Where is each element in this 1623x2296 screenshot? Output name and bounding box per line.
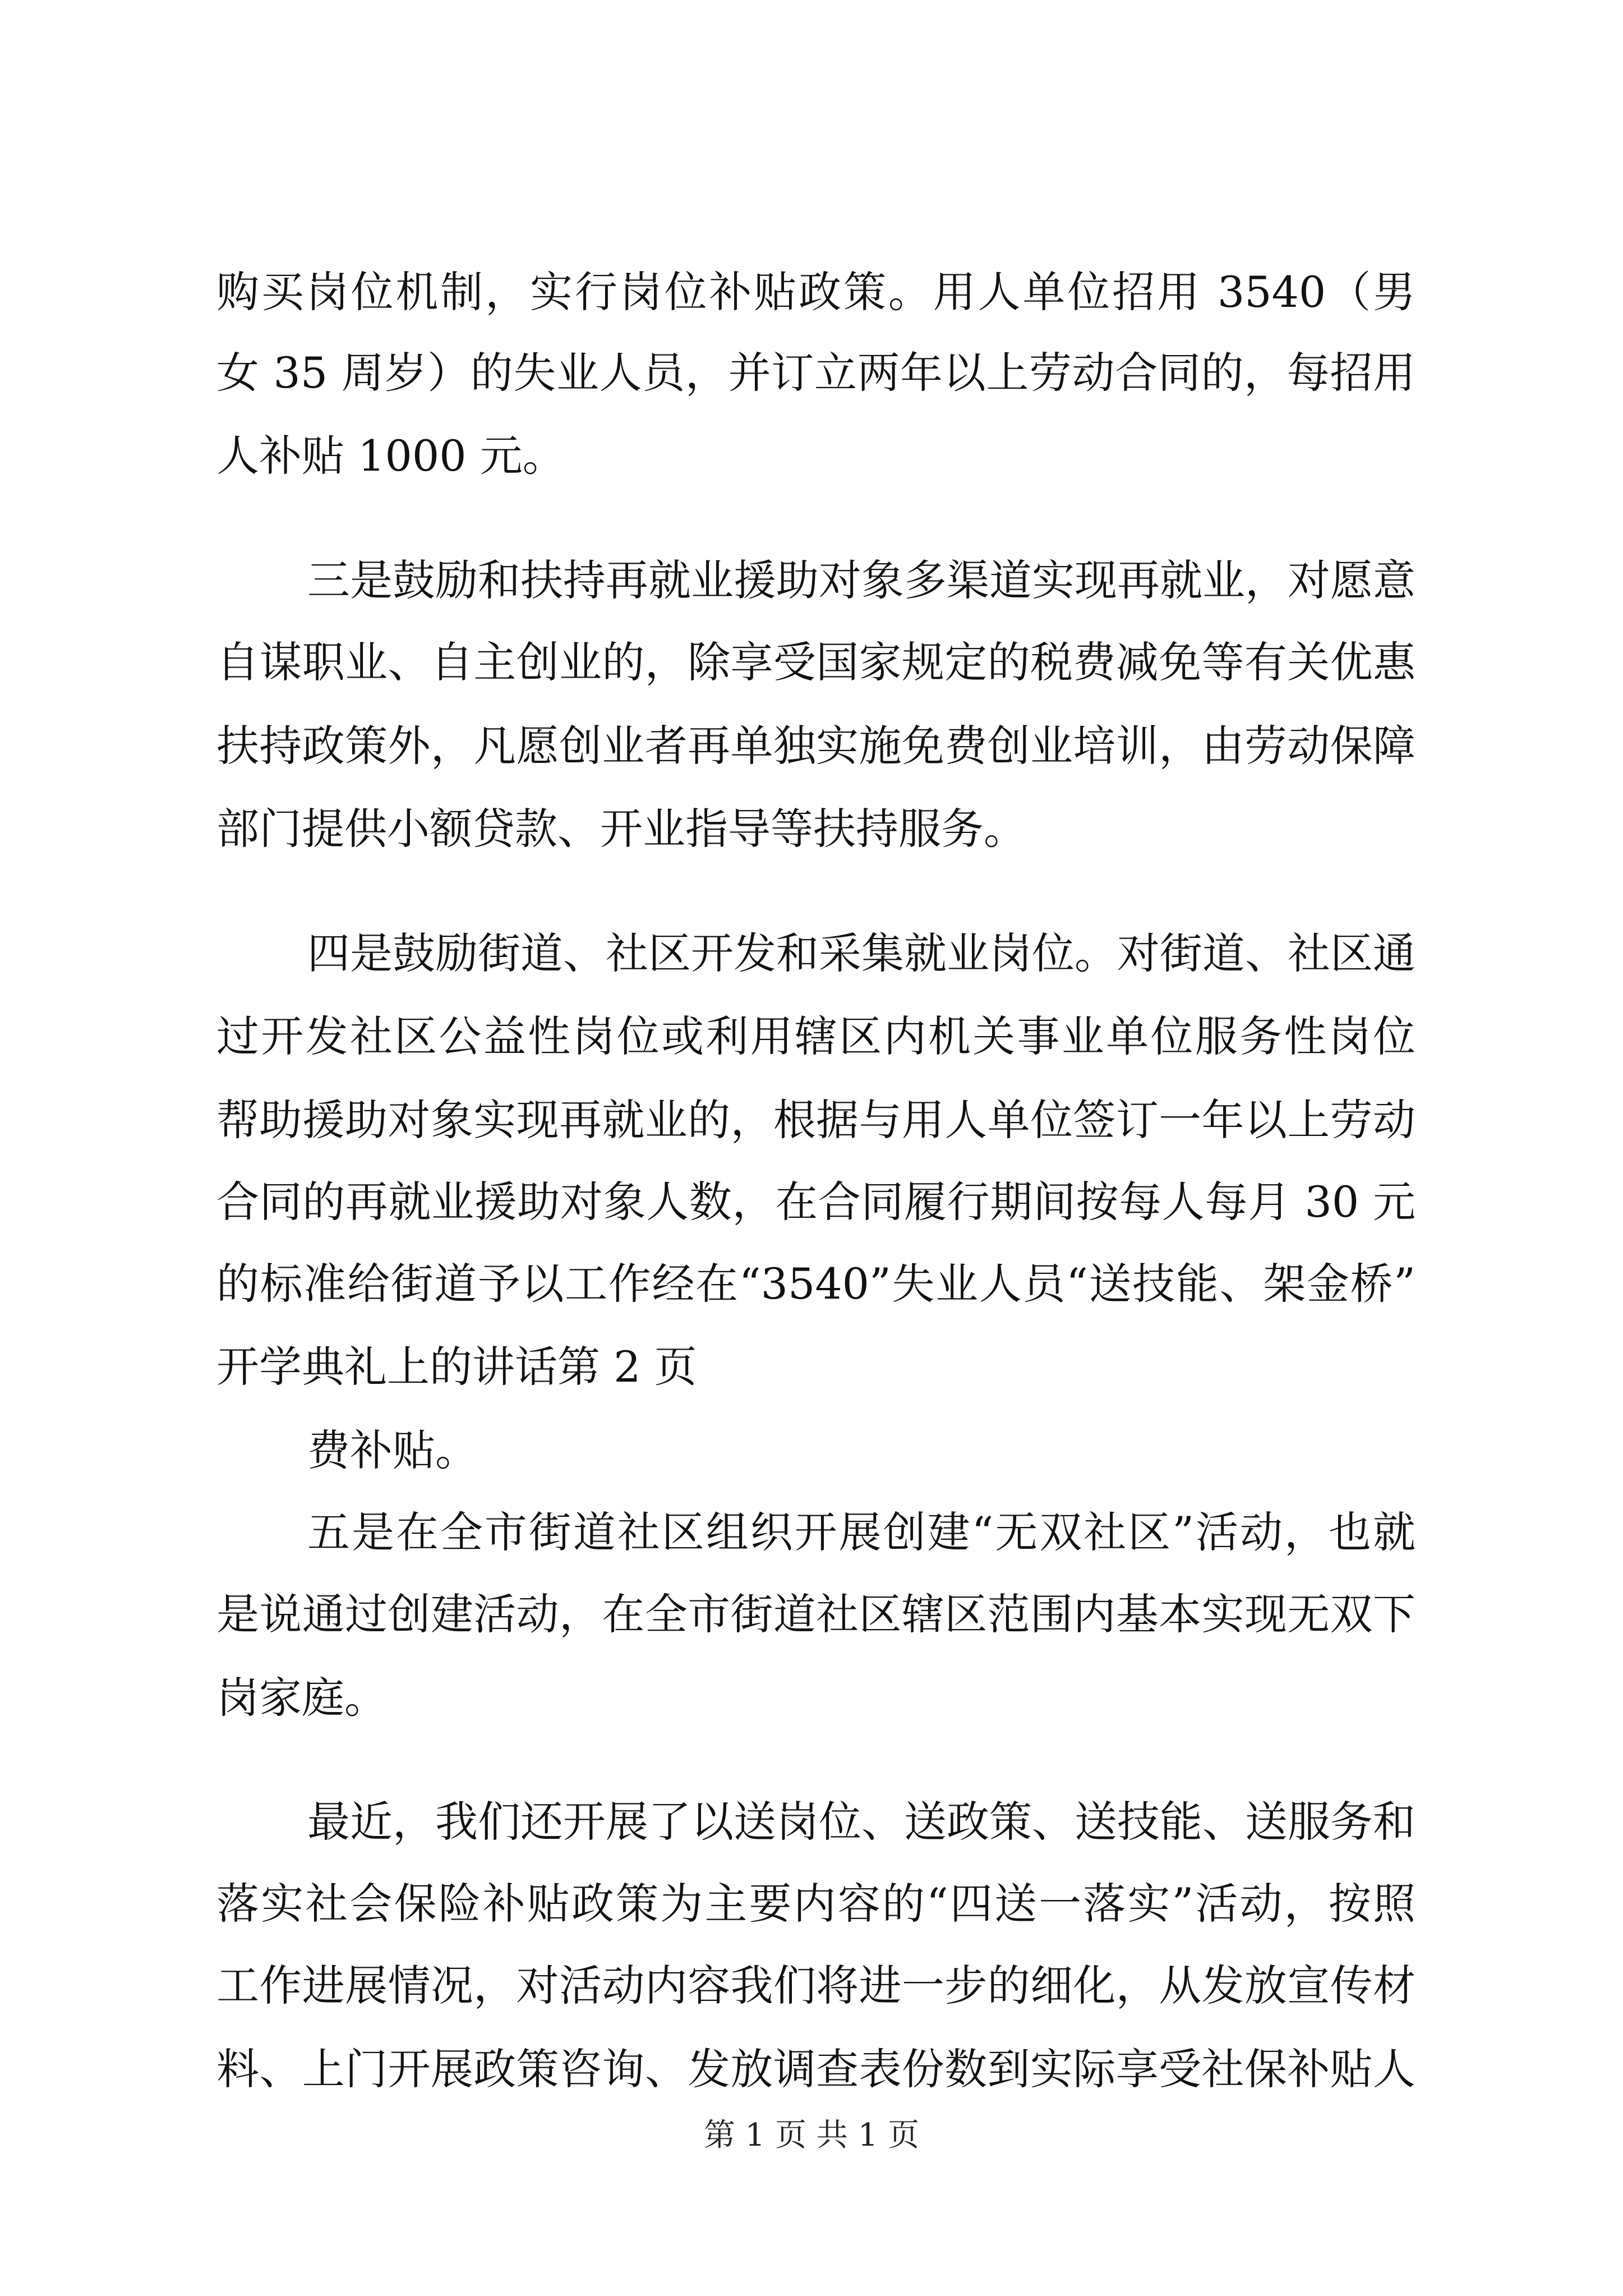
text-line: 开学典礼上的讲话第 2 页 bbox=[216, 1342, 697, 1392]
text-line: 女 35 周岁）的失业人员，并订立两年以上劳动合同的，每招用 bbox=[216, 348, 1415, 398]
text-line: 购买岗位机制，实行岗位补贴政策。用人单位招用 3540（男 bbox=[216, 267, 1415, 317]
text-line: 是说通过创建活动，在全市街道社区辖区范围内基本实现无双下 bbox=[216, 1589, 1415, 1639]
text-line: 最近，我们还开展了以送岗位、送政策、送技能、送服务和 bbox=[307, 1797, 1415, 1847]
text-line: 五是在全市街道社区组织开展创建“无双社区”活动，也就 bbox=[307, 1507, 1415, 1557]
text-line: 帮助援助对象实现再就业的，根据与用人单位签订一年以上劳动 bbox=[216, 1095, 1415, 1145]
page-footer: 第 1 页 共 1 页 bbox=[703, 2117, 920, 2154]
text-line: 料、上门开展政策咨询、发放调查表份数到实际享受社保补贴人 bbox=[216, 2044, 1415, 2094]
text-line: 费补贴。 bbox=[307, 1425, 478, 1475]
text-line: 合同的再就业援助对象人数，在合同履行期间按每人每月 30 元 bbox=[216, 1177, 1415, 1227]
text-line: 三是鼓励和扶持再就业援助对象多渠道实现再就业，对愿意 bbox=[307, 555, 1415, 605]
text-line: 过开发社区公益性岗位或利用辖区内机关事业单位服务性岗位 bbox=[216, 1011, 1415, 1061]
text-line: 自谋职业、自主创业的，除享受国家规定的税费减免等有关优惠 bbox=[216, 637, 1415, 687]
text-line: 落实社会保险补贴政策为主要内容的“四送一落实”活动，按照 bbox=[216, 1879, 1415, 1929]
text-line: 人补贴 1000 元。 bbox=[216, 431, 565, 481]
text-line: 四是鼓励街道、社区开发和采集就业岗位。对街道、社区通 bbox=[307, 928, 1415, 978]
text-line: 部门提供小额贷款、开业指导等扶持服务。 bbox=[216, 804, 1026, 854]
text-line: 扶持政策外，凡愿创业者再单独实施免费创业培训，由劳动保障 bbox=[216, 721, 1415, 771]
text-line: 工作进展情况，对活动内容我们将进一步的细化，从发放宣传材 bbox=[216, 1961, 1415, 2010]
text-line: 的标准给街道予以工作经在“3540”失业人员“送技能、架金桥” bbox=[216, 1259, 1415, 1309]
text-line: 岗家庭。 bbox=[216, 1673, 387, 1723]
